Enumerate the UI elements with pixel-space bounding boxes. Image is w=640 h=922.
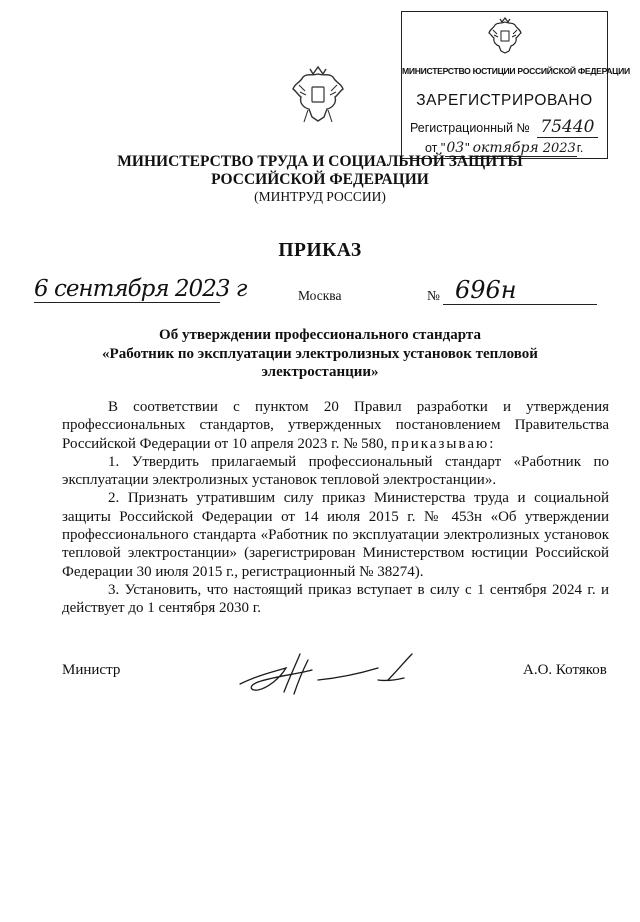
ministry-name-line1: МИНИСТЕРСТВО ТРУДА И СОЦИАЛЬНОЙ ЗАЩИТЫ <box>117 153 523 170</box>
preamble-keyword: приказываю: <box>391 435 496 452</box>
stamp-registered-label: ЗАРЕГИСТРИРОВАНО <box>416 92 593 109</box>
document-type-heading: ПРИКАЗ <box>278 240 362 261</box>
stamp-date-prefix: от " <box>425 141 446 155</box>
order-date: 6 сентября 2023 г <box>34 276 247 302</box>
order-body <box>62 398 609 618</box>
stamp-date-suffix: г. <box>576 141 584 155</box>
body-paragraph-3: 3. Установить, что настоящий приказ вступает в силу с 1 сентября 2024 г. и действует до 1 сентября 2030 г. <box>62 581 609 617</box>
document-title-line2: «Работник по эксплуатации электролизных установок тепловой <box>102 346 538 362</box>
stamp-date-quote: " <box>465 141 470 155</box>
document-title-line1: Об утверждении профессионального стандарта <box>159 327 481 343</box>
ministry-name-line2: РОССИЙСКОЙ ФЕДЕРАЦИИ <box>211 171 429 188</box>
stamp-reg-number-row <box>410 119 598 138</box>
stamp-ministry-name: МИНИСТЕРСТВО ЮСТИЦИИ РОССИЙСКОЙ ФЕДЕРАЦИИ <box>402 66 630 76</box>
stamp-reg-number-value: 75440 <box>537 119 597 138</box>
signer-name: А.О. Котяков <box>523 662 607 678</box>
order-number-label: № <box>427 288 440 303</box>
body-paragraph-preamble <box>62 398 609 453</box>
coat-of-arms-icon <box>290 64 346 128</box>
document-title-line3: электростанции» <box>261 364 379 380</box>
eagle-emblem-icon <box>487 16 523 56</box>
order-city: Москва <box>298 288 342 303</box>
handwritten-signature <box>228 650 428 698</box>
stamp-date-day: 03 <box>446 140 465 156</box>
signer-title: Министр <box>62 662 121 678</box>
stamp-reg-number-label: Регистрационный № <box>410 121 530 135</box>
registration-stamp <box>401 11 630 159</box>
order-number: 696н <box>443 276 597 305</box>
body-paragraph-1: 1. Утвердить прилагаемый профессиональный стандарт «Работник по эксплуатации электролизных установок тепловой электростанции». <box>62 453 609 489</box>
stamp-date-month: октября <box>470 141 542 157</box>
stamp-date-year: 2023 <box>542 141 576 156</box>
ministry-short-name: (МИНТРУД РОССИИ) <box>254 189 386 204</box>
body-paragraph-2: 2. Признать утратившим силу приказ Министерства труда и социальной защиты Российской Федерации от 14 июля 2015 г. № 453н «Об утверждении профессионального стандарта «Работник по эксплуатации электролизных установок тепловой электростанции» (зарегистрирован Министерством юстиции Российской Федерации 30 июля 2015 г., регистрационный № 38274). <box>62 490 609 580</box>
preamble-text: В соответствии с пунктом 20 Правил разработки и утверждения профессиональных стандартов, утвержденных постановлением Правительства Российской Федерации от 10 апреля 2023 г. № 580, <box>62 399 609 452</box>
